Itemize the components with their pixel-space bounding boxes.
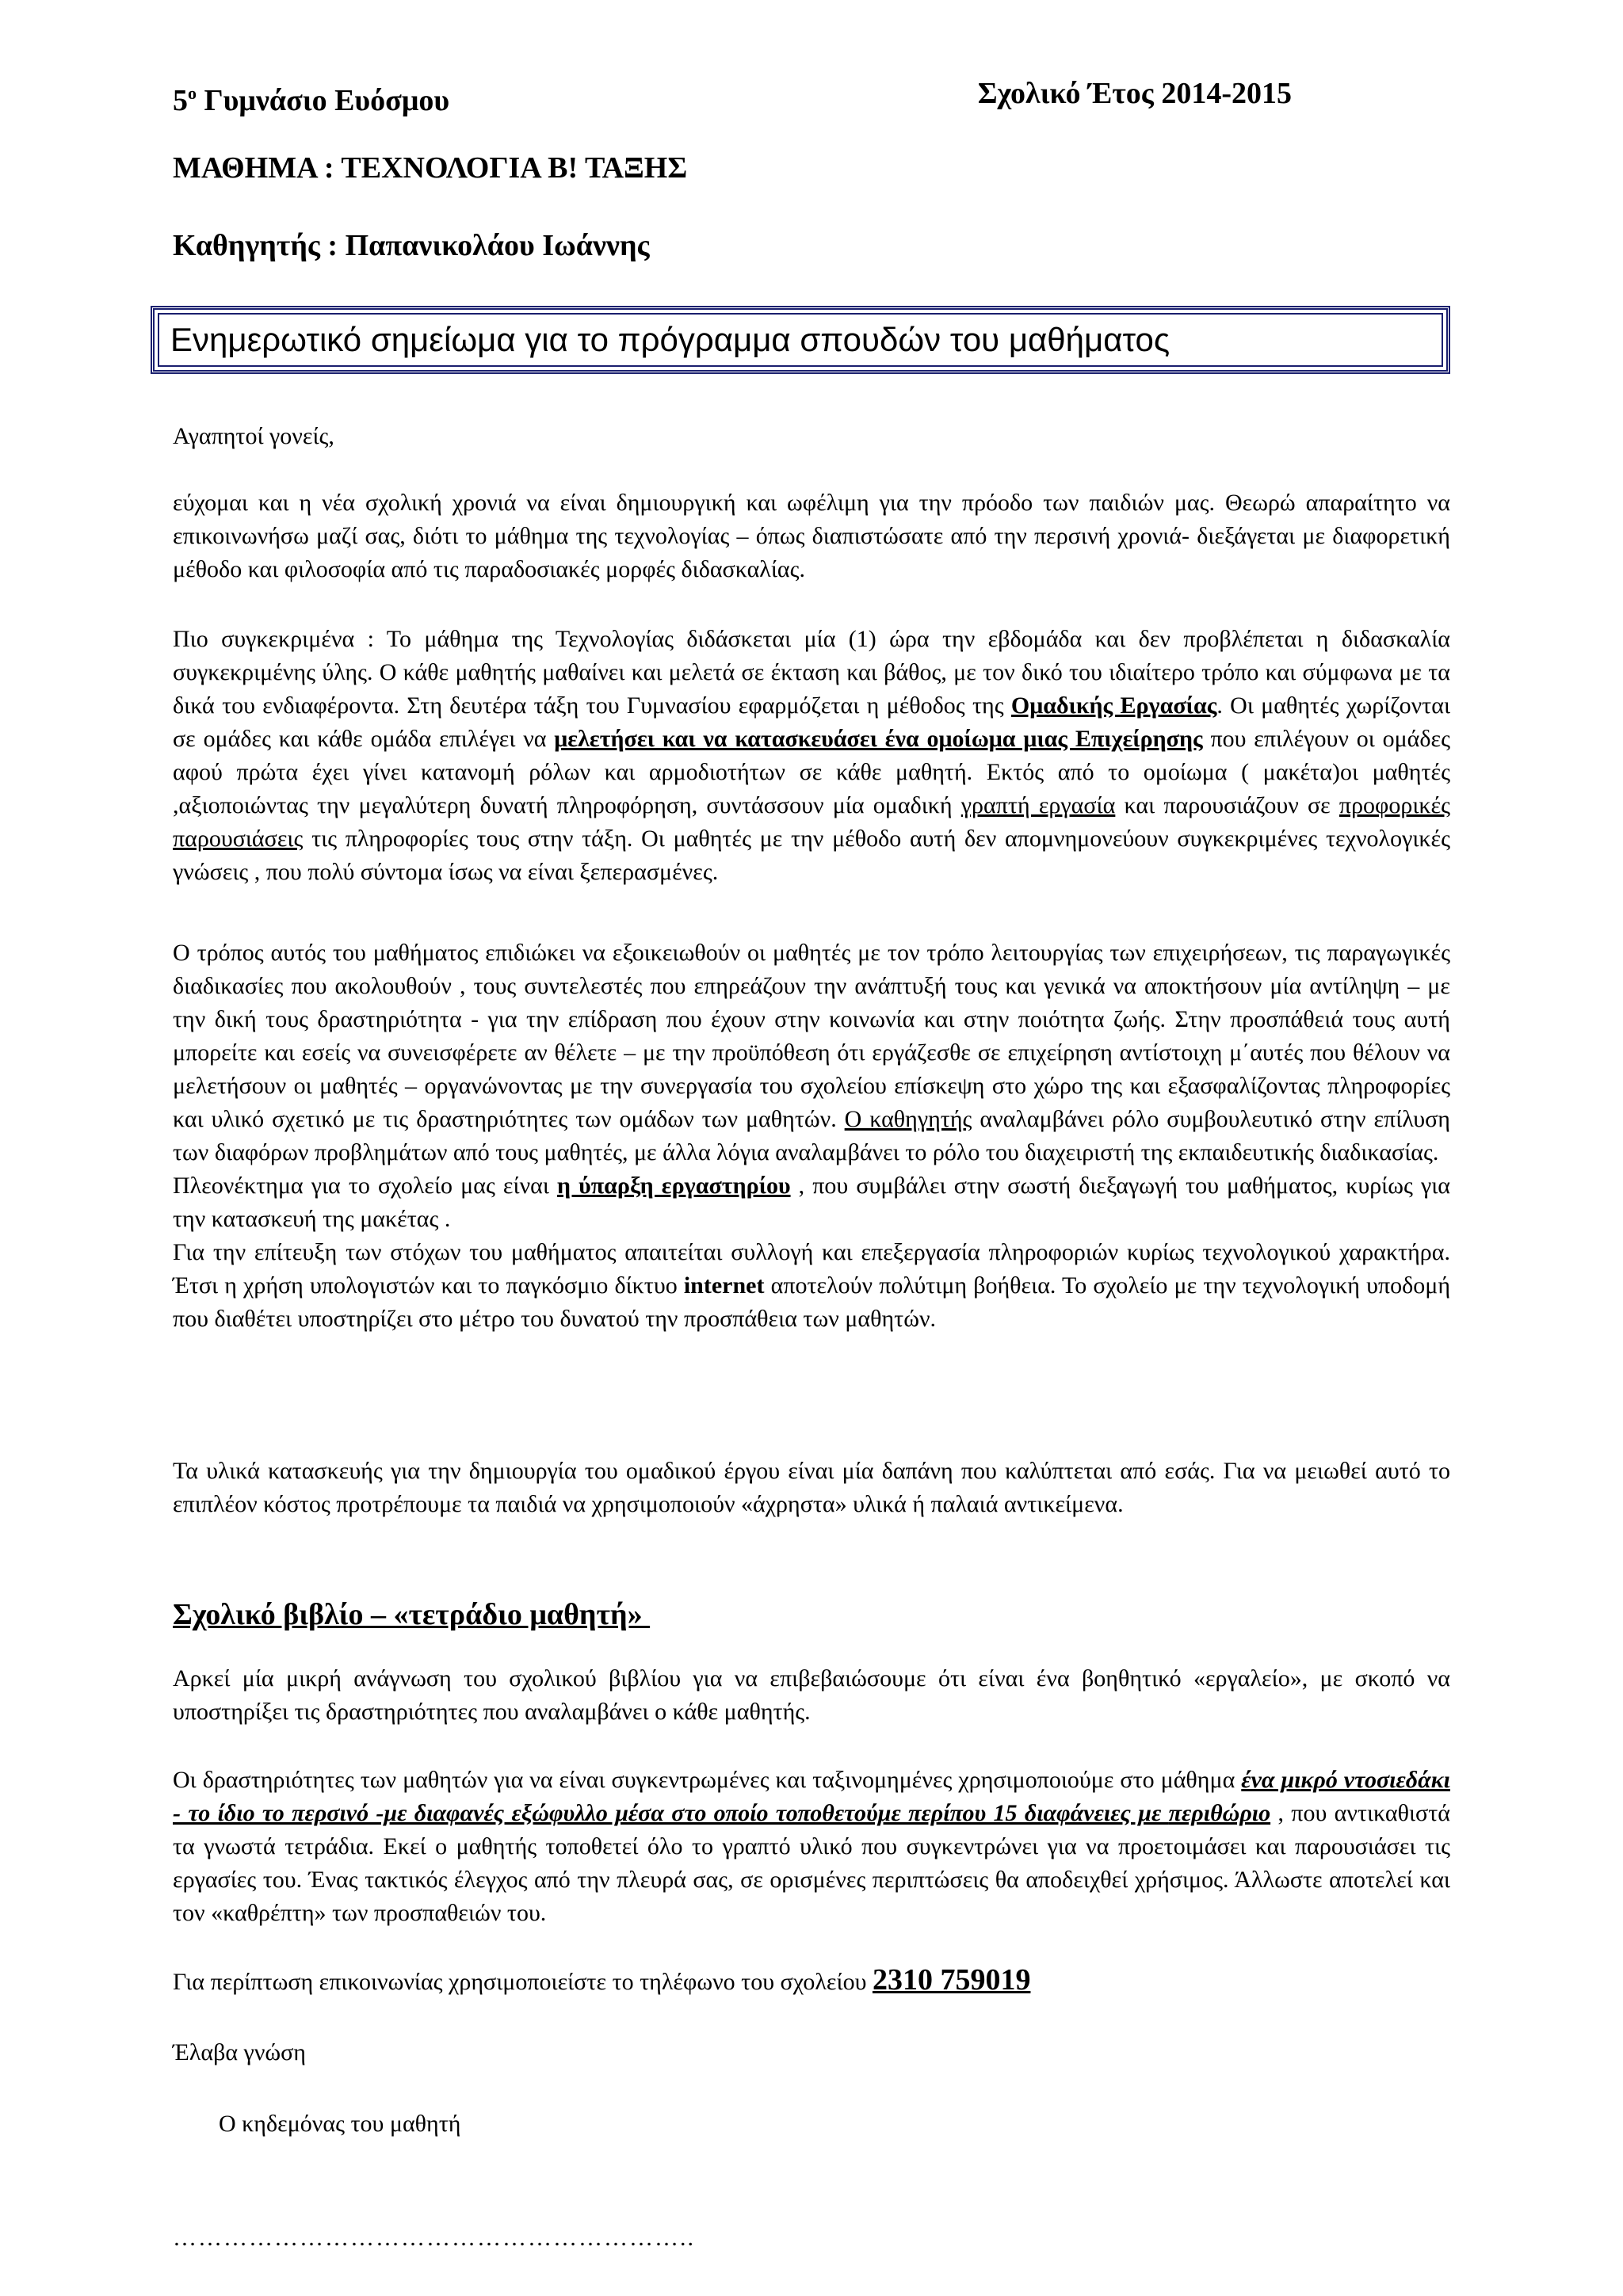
paragraph-materials: Τα υλικά κατασκευής για την δημιουργία του ομαδικού έργου είναι μία δαπάνη που καλύπτεται από εσάς. Για να μειωθεί αυτό το επιπλέον κόστος προτρέπουμε τα παιδιά να χρησιμοποιούν «άχρηστα» υλικά ή παλαιά αντικείμενα.: [173, 1458, 1450, 1517]
title-box: Ενημερωτικό σημείωμα για το πρόγραμμα σπουδών του μαθήματος: [151, 306, 1450, 374]
course-title: ΜΑΘΗΜΑ : ΤΕΧΝΟΛΟΓΙΑ Β! ΤΑΞΗΣ: [173, 151, 688, 185]
school-year: Σχολικό Έτος 2014-2015: [977, 77, 1292, 110]
guardian-label: Ο κηδεμόνας του μαθητή: [219, 2111, 461, 2137]
paragraph-folder: Οι δραστηριότητες των μαθητών για να είναι συγκεντρωμένες και ταξινομημένες χρησιμοποιούμε στο μάθημα ένα μικρό ντοσιεδάκι - το ίδιο το περσινό -με διαφανές εξώφυλλο μέσα στο οποίο τοποθετούμε περίπου 15 διαφάνειες με περιθώριο , που αντικαθιστά τα γνωστά τετράδια. Εκεί ο μαθητής τοποθετεί όλο το γραπτό υλικό που συγκεντρώνει για να προετοιμάσει και παρουσιάσει τις εργασίες του. Ένας τακτικός έλεγχος από την πλευρά σας, σε ορισμένες περιπτώσεις θα αποδειχθεί χρήσιμος. Άλλωστε αποτελεί και τον «καθρέπτη» των προσπαθειών του.: [173, 1767, 1450, 1926]
paragraph-method: Πιο συγκεκριμένα : Το μάθημα της Τεχνολογίας διδάσκεται μία (1) ώρα την εβδομάδα και δεν προβλέπεται η διδασκαλία συγκεκριμένης ύλης. Ο κάθε μαθητής μαθαίνει και μελετά σε έκταση και βάθος, με τον δικό του ιδιαίτερο τρόπο και σύμφωνα με τα δικά του ενδιαφέροντα. Στη δευτέρα τάξη του Γυμνασίου εφαρμόζεται η μέθοδος της Ομαδικής Εργασίας. Οι μαθητές χωρίζονται σε ομάδες και κάθε ομάδα επιλέγει να μελετήσει και να κατασκευάσει ένα ομοίωμα μιας Επιχείρησης που επιλέγουν οι ομάδες αφού πρώτα έχει γίνει κατανομή ρόλων και αρμοδιοτήτων σε κάθε μαθητή. Εκτός από το ομοίωμα ( μακέτα)οι μαθητές ,αξιοποιώντας την μεγαλύτερη δυνατή πληροφόρηση, συντάσσουν μία ομαδική γραπτή εργασία και παρουσιάζουν σε προφορικές παρουσιάσεις τις πληροφορίες τους στην τάξη. Οι μαθητές με την μέθοδο αυτή δεν απομνημονεύουν συγκεκριμένες τεχνολογικές γνώσεις , που πολύ σύντομα ίσως να είναι ξεπερασμένες.: [173, 626, 1451, 885]
oral-presentations-emphasis: προφορικές παρουσιάσεις: [173, 792, 1450, 852]
model-emphasis: μελετήσει και να κατασκευάσει ένα ομοίωμα μιας Επιχείρησης: [554, 726, 1203, 752]
written-work-emphasis: γραπτή εργασία: [960, 792, 1116, 818]
teacher-name: Καθηγητής : Παπανικολάου Ιωάννης: [173, 229, 650, 262]
group-work-emphasis: Ομαδικής Εργασίας: [1010, 692, 1217, 719]
internet-emphasis: internet: [683, 1272, 765, 1299]
school-name: $5^o$ Γυμνάσιο Ευόσμου: [173, 83, 450, 117]
acknowledged-label: Έλαβα γνώση: [173, 2039, 306, 2065]
section-title-textbook: Σχολικό βιβλίο – «τετράδιο μαθητή»: [173, 1598, 651, 1631]
paragraph-goals: Ο τρόπος αυτός του μαθήματος επιδιώκει να εξοικειωθούν οι μαθητές με τον τρόπο λειτουργίας των επιχειρήσεων, τις παραγωγικές διαδικασίες που ακολουθούν , τους συντελεστές που επηρεάζουν την ανάπτυξή τους και γενικά να αποκτήσουν μία αντίληψη – με την δική τους δραστηριότητα - για την επίδραση που έχουν στην κοινωνία και στην ποιότητα ζωής. Στην προσπάθειά τους αυτή μπορείτε και εσείς να συνεισφέρετε αν θέλετε – με την προϋπόθεση ότι εργάζεσθε σε επιχείρηση αντίστοιχη μ΄αυτές που θέλουν να μελετήσουν οι μαθητές – οργανώνοντας με την συνεργασία του σχολείου επίσκεψη στο χώρο της και εξασφαλίζοντας πληροφορίες και υλικό σχετικό με τις δραστηριότητες των ομάδων των μαθητών. Ο καθηγητής αναλαμβάνει ρόλο συμβουλευτικό στην επίλυση των διαφόρων προβλημάτων από τους μαθητές, με άλλα λόγια αναλαμβάνει το ρόλο του διαχειριστή της εκπαιδευτικής διαδικασίας. Πλεονέκτημα για το σχολείο μας είναι η ύπαρξη εργαστηρίου , που συμβάλει στην σωστή διεξαγωγή του μαθήματος, κυρίως για την κατασκευή της μακέτας . Για την επίτευξη των στόχων του μαθήματος απαιτείται συλλογή και επεξεργασία πληροφοριών κυρίως τεχνολογικού χαρακτήρα. Έτσι η χρήση υπολογιστών και το παγκόσμιο δίκτυο internet αποτελούν πολύτιμη βοήθεια. Το σχολείο με την τεχνολογική υποδομή που διαθέτει υποστηρίζει στο μέτρο του δυνατού την προσπάθεια των μαθητών.: [173, 940, 1451, 1332]
folder-emphasis: ένα μικρό ντοσιεδάκι - το ίδιο το περσινό -με διαφανές εξώφυλλο μέσα στο οποίο τοποθετούμε περίπου 15 διαφάνειες με: [173, 1767, 1450, 1826]
school-phone: 2310 759019: [872, 1963, 1031, 1997]
paragraph-intro: εύχομαι και η νέα σχολική χρονιά να είναι δημιουργική και ωφέλιμη για την πρόοδο των παιδιών μας. Θεωρώ απαραίτητο να επικοινωνήσω μαζί σας, διότι το μάθημα της τεχνολογίας – όπως διαπιστώσατε από την περσινή χρονιά- διεξάγεται με διαφορετική μέθοδο και φιλοσοφία από τις παραδοσιακές μορφές διδασκαλίας.: [173, 490, 1450, 582]
paragraph-textbook: Αρκεί μία μικρή ανάγνωση του σχολικού βιβλίου για να επιβεβαιώσουμε ότι είναι ένα βοηθητικό «εργαλείο», με σκοπό να υποστηρίξει τις δραστηριότητες που αναλαμβάνει ο κάθε μαθητής.: [173, 1665, 1450, 1725]
contact-line: Για περίπτωση επικοινωνίας χρησιμοποιείστε το τηλέφωνο του σχολείου 2310 759019: [173, 1963, 1031, 1997]
signature-line: ……………………………………………………..: [173, 2225, 695, 2251]
teacher-emphasis: Ο καθηγητής: [844, 1106, 972, 1132]
margin-emphasis: περιθώριο: [1168, 1800, 1271, 1826]
laboratory-emphasis: η ύπαρξη εργαστηρίου: [557, 1173, 791, 1199]
greeting: Αγαπητοί γονείς,: [173, 423, 334, 449]
